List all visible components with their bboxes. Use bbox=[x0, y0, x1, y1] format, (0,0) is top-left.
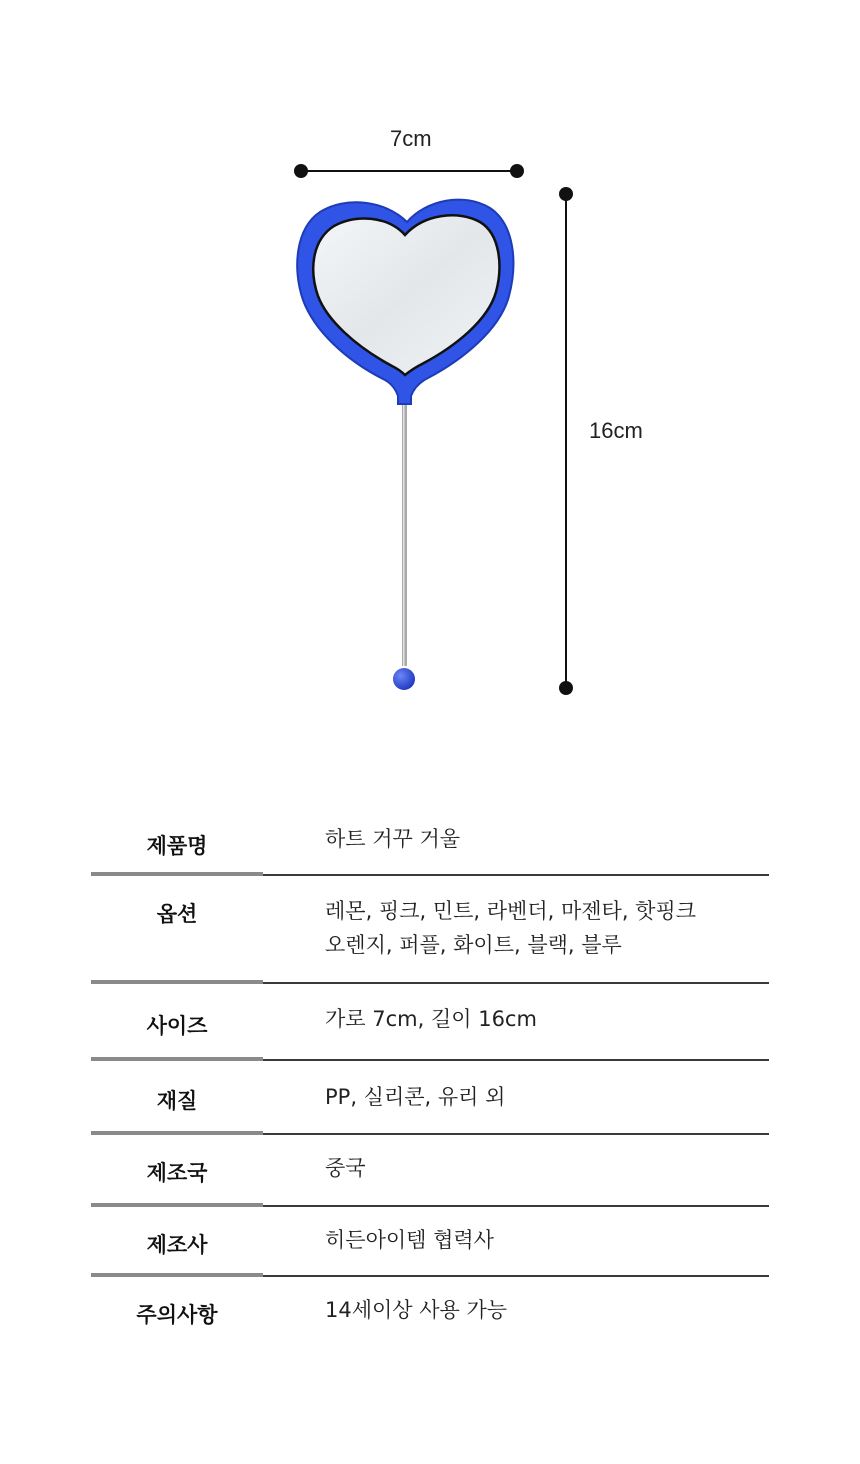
spec-value: 하트 거꾸 거울 bbox=[325, 827, 461, 851]
mirror-stick bbox=[402, 404, 407, 666]
spec-row-material bbox=[91, 1061, 769, 1135]
height-start-dot bbox=[559, 187, 573, 201]
spec-table bbox=[91, 808, 769, 1347]
spec-row-caution bbox=[91, 1277, 769, 1347]
spec-value: PP, 실리콘, 유리 외 bbox=[325, 1085, 506, 1109]
spec-key: 제조국 bbox=[146, 1161, 208, 1185]
height-dimension-line bbox=[559, 187, 573, 695]
spec-key: 주의사항 bbox=[136, 1303, 218, 1327]
width-start-dot bbox=[294, 164, 308, 178]
spec-row-manufacturer bbox=[91, 1207, 769, 1277]
spec-row-country bbox=[91, 1135, 769, 1207]
spec-value: 가로 7cm, 길이 16cm bbox=[325, 1007, 537, 1031]
spec-key: 사이즈 bbox=[146, 1014, 208, 1038]
width-label: 7cm bbox=[390, 126, 432, 151]
spec-key: 재질 bbox=[156, 1089, 198, 1113]
height-end-dot bbox=[559, 681, 573, 695]
width-dimension-line bbox=[294, 164, 524, 178]
spec-key: 옵션 bbox=[156, 902, 198, 926]
height-label: 16cm bbox=[589, 418, 643, 443]
spec-value: 레몬, 핑크, 민트, 라벤더, 마젠타, 핫핑크 오렌지, 퍼플, 화이트, 블랙, 블루 bbox=[325, 899, 697, 957]
heart-mirror-icon bbox=[297, 200, 513, 404]
spec-value: 14세이상 사용 가능 bbox=[325, 1298, 508, 1322]
spec-value: 히든아이템 협력사 bbox=[325, 1228, 494, 1252]
stick-end-ball bbox=[393, 668, 415, 690]
spec-key: 제품명 bbox=[146, 834, 208, 858]
spec-value: 중국 bbox=[325, 1156, 366, 1180]
spec-row-product-name bbox=[91, 808, 769, 876]
spec-row-options bbox=[91, 876, 769, 984]
width-end-dot bbox=[510, 164, 524, 178]
spec-key: 제조사 bbox=[146, 1233, 208, 1257]
spec-row-size bbox=[91, 984, 769, 1061]
